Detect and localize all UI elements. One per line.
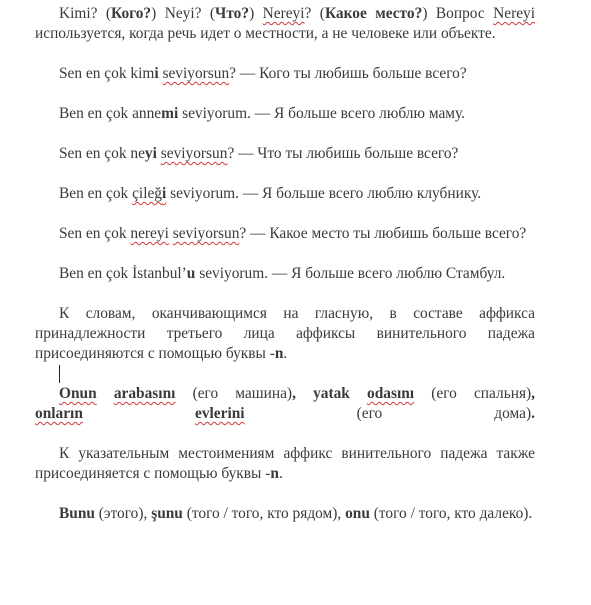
examples-paragraph[interactable] [35, 384, 535, 424]
text-run: (того / того, кто далеко). [369, 505, 533, 522]
text-run: ? ( [304, 5, 325, 22]
text-run: . [283, 345, 288, 362]
empty-line [35, 204, 535, 224]
misspelled-word[interactable]: seviyorsun [162, 65, 230, 82]
text-run [83, 405, 195, 422]
bold-misspelled-word[interactable]: onların [35, 405, 83, 422]
text-run: Ben en çok [59, 185, 133, 202]
rule-paragraph[interactable] [35, 304, 535, 364]
bold-letter: n [274, 345, 284, 362]
bold-text: Что? [215, 5, 250, 22]
empty-line [35, 484, 535, 504]
text-run: ) Neyi? ( [151, 5, 216, 22]
bold-text: , [292, 385, 296, 402]
bold-text: onu [345, 505, 370, 522]
rule-paragraph[interactable] [35, 444, 535, 484]
misspelled-word[interactable]: Nereyi [493, 5, 535, 22]
text-run: ) Вопрос [422, 5, 494, 22]
misspelled-word[interactable]: nereyi [130, 225, 169, 242]
example-sentence[interactable] [35, 264, 535, 284]
bold-text: yatak [295, 385, 368, 402]
bold-misspelled-word[interactable]: evlerini [194, 405, 245, 422]
misspelled-word[interactable]: çileğ [132, 185, 163, 202]
example-sentence[interactable] [35, 224, 535, 244]
bold-misspelled-word[interactable]: arabasını [113, 385, 176, 402]
empty-line [35, 424, 535, 444]
text-cursor [59, 365, 60, 383]
bold-text: Кого? [111, 5, 152, 22]
misspelled-word[interactable]: Nereyi [262, 5, 305, 22]
text-run: . [278, 465, 283, 482]
bold-suffix: u [186, 265, 196, 282]
example-sentence[interactable] [35, 184, 535, 204]
text-run: Sen en çok kim [59, 65, 155, 82]
bold-text: şunu [151, 505, 183, 522]
bold-suffix: mi [161, 105, 179, 122]
text-run: (его спальня) [414, 385, 532, 402]
text-run: ? — Какое место ты любишь больше всего? [239, 225, 527, 242]
pronoun-examples[interactable] [35, 504, 535, 524]
example-sentence[interactable] [35, 144, 535, 164]
bold-text: , [531, 385, 536, 402]
text-run: (его дома) [244, 405, 532, 422]
text-run: (этого), [94, 505, 152, 522]
bold-suffix: i [154, 65, 159, 82]
text-run: Ben en çok İstanbul’ [59, 265, 187, 282]
bold-text: Bunu [59, 505, 95, 522]
text-run [97, 385, 114, 402]
text-run: Kimi? ( [59, 5, 112, 22]
text-run: seviyorum. — Я больше всего люблю маму. [178, 105, 466, 122]
empty-line [35, 44, 535, 64]
empty-line-with-cursor[interactable] [35, 364, 535, 384]
text-run: (того / того, кто рядом), [182, 505, 346, 522]
text-run: (его машина) [175, 385, 293, 402]
text-run: ? — Кого ты любишь больше всего? [229, 65, 467, 82]
example-sentence[interactable] [35, 64, 535, 84]
text-run: ? — Что ты любишь больше всего? [227, 145, 459, 162]
bold-misspelled-word[interactable]: Onun [59, 385, 97, 402]
bold-text: . [531, 405, 535, 422]
bold-text: Какое место? [324, 5, 423, 22]
misspelled-word[interactable]: seviyorsun [172, 225, 240, 242]
bold-letter: n [270, 465, 279, 482]
empty-line [35, 124, 535, 144]
text-run: Sen en çok ne [59, 145, 145, 162]
empty-line [35, 84, 535, 104]
example-sentence[interactable] [35, 104, 535, 124]
paragraph-question-words[interactable] [35, 4, 535, 44]
text-run: Ben en çok anne [59, 105, 162, 122]
document-page[interactable] [35, 4, 535, 524]
text-run: ) [249, 5, 263, 22]
bold-suffix: i [162, 185, 167, 202]
text-run: seviyorum. — Я больше всего люблю клубнику. [166, 185, 482, 202]
bold-suffix: yi [144, 145, 157, 162]
misspelled-word[interactable]: seviyorsun [160, 145, 228, 162]
empty-line [35, 284, 535, 304]
bold-misspelled-word[interactable]: odasını [367, 385, 415, 402]
text-run: используется, когда речь идет о местности, а не человеке или объекте. [35, 25, 496, 42]
text-run: seviyorum. — Я больше всего люблю Стамбул. [195, 265, 506, 282]
text-run: К словам, оканчивающимся на гласную, в составе аффикса принадлежности третьего лица аффиксы винительного падежа присоединяются с помощью буквы - [35, 305, 535, 362]
empty-line [35, 244, 535, 264]
text-run: К указательным местоимениям аффикс винительного падежа также присоединяется с помощью буквы - [35, 445, 535, 482]
text-run: Sen en çok [59, 225, 131, 242]
empty-line [35, 164, 535, 184]
